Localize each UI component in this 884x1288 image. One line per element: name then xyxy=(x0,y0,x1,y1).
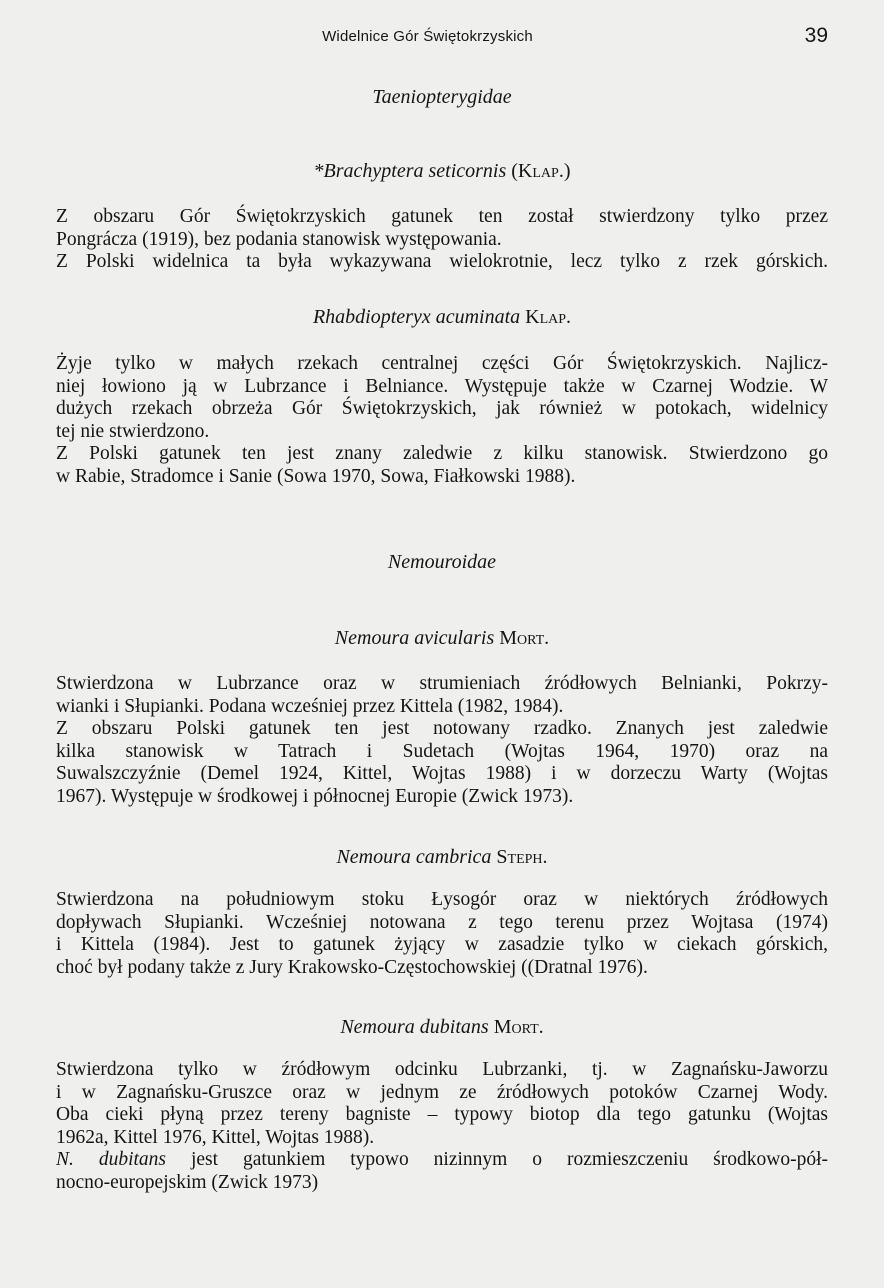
page-number: 39 xyxy=(804,24,828,47)
text-line: dużych rzekach obrzeża Gór Świętokrzyskich, jak również w potokach, widelnicy xyxy=(56,398,828,419)
text-line: Z Polski gatunek ten jest znany zaledwie z kilku stanowisk. Stwierdzono go xyxy=(56,443,828,464)
text-line: dopływach Słupianki. Wcześniej notowana z tego terenu przez Wojtasa (1974) xyxy=(56,911,828,933)
species-author: Mort. xyxy=(499,627,550,649)
text-line: kilka stanowisk w Tatrach i Sudetach (Wojtas 1964, 1970) oraz na xyxy=(56,740,828,762)
species-heading-nemoura-dubitans xyxy=(0,1016,884,1039)
species-heading-brachyptera xyxy=(0,160,884,183)
text-line: Z obszaru Polski gatunek ten jest notowany rzadko. Znanych jest zaledwie xyxy=(56,718,828,739)
family-heading-nemouroidae: Nemouroidae xyxy=(387,551,497,573)
text-line: Z Polski widelnica ta była wykazywana wielokrotnie, lecz tylko z rzek górskich. xyxy=(56,251,828,272)
text-line xyxy=(56,1149,828,1172)
text-line: wianki i Słupianki. Podana wcześniej przez Kittela (1982, 1984). xyxy=(56,695,564,717)
species-author: Mort. xyxy=(493,1016,544,1038)
paragraph-nemoura-dubitans xyxy=(56,1059,828,1194)
species-name: Nemoura cambrica xyxy=(336,846,492,868)
running-title: Widelnice Gór Świętokrzyskich xyxy=(322,28,533,45)
paragraph-nemoura-avicularis xyxy=(56,673,828,808)
text-line: i Kittela (1984). Jest to gatunek żyjący w zasadzie tylko w ciekach górskich, xyxy=(56,934,828,955)
species-heading-nemoura-cambrica xyxy=(0,846,884,869)
text-line: Oba cieki płyną przez tereny bagniste – typowy biotop dla tego gatunku (Wojtas xyxy=(56,1104,828,1125)
text-line: nocno-europejskim (Zwick 1973) xyxy=(56,1171,319,1193)
text-line: 1967). Występuje w środkowej i północnej Europie (Zwick 1973). xyxy=(56,785,574,807)
italic-species-ref: N. dubitans xyxy=(56,1149,166,1170)
species-author: Steph. xyxy=(496,846,548,868)
text-line: Stwierdzona w Lubrzance oraz w strumieniach źródłowych Belnianki, Pokrzy- xyxy=(56,673,828,694)
species-author: Klap. xyxy=(525,306,572,328)
species-heading-nemoura-avicularis xyxy=(0,627,884,650)
text-line: Suwalszczyźnie (Demel 1924, Kittel, Wojtas 1988) i w dorzeczu Warty (Wojtas xyxy=(56,763,828,784)
text-line: w Rabie, Stradomce i Sanie (Sowa 1970, Sowa, Fiałkowski 1988). xyxy=(56,465,576,487)
text-line: tej nie stwierdzono. xyxy=(56,420,210,442)
species-name: Rhabdiopteryx acuminata xyxy=(312,306,521,328)
text-line: choć był podany także z Jury Krakowsko-Częstochowskiej ((Dratnal 1976). xyxy=(56,956,648,978)
paragraph-brachyptera xyxy=(56,206,828,274)
text-line: niej łowiono ją w Lubrzance i Belniance. Występuje także w Czarnej Wodzie. W xyxy=(56,375,828,397)
text-line: Z obszaru Gór Świętokrzyskich gatunek ten został stwierdzony tylko przez xyxy=(56,206,828,227)
text-line: Stwierdzona na południowym stoku Łysogór oraz w niektórych źródłowych xyxy=(56,889,828,910)
text-line: Stwierdzona tylko w źródłowym odcinku Lubrzanki, tj. w Zagnańsku-Jaworzu xyxy=(56,1059,828,1080)
paragraph-rhabdiopteryx xyxy=(56,353,828,488)
text-line: Żyje tylko w małych rzekach centralnej części Gór Świętokrzyskich. Najlicz- xyxy=(56,353,828,374)
paragraph-nemoura-cambrica xyxy=(56,889,828,979)
species-author: (Klap.) xyxy=(511,160,571,182)
text-line: i w Zagnańsku-Gruszce oraz w jednym ze źródłowych potoków Czarnej Wody. xyxy=(56,1081,828,1103)
species-name: Nemoura dubitans xyxy=(340,1016,489,1038)
species-heading-rhabdiopteryx xyxy=(0,306,884,329)
species-name: Brachyptera seticornis xyxy=(323,160,507,182)
species-name: Nemoura avicularis xyxy=(334,627,495,649)
text-fragment: jest gatunkiem typowo nizinnym o rozmieszczeniu środkowo-pół- xyxy=(166,1149,828,1170)
text-line: Pongrácza (1919), bez podania stanowisk występowania. xyxy=(56,228,502,250)
text-line: 1962a, Kittel 1976, Kittel, Wojtas 1988). xyxy=(56,1126,375,1148)
family-heading-taeniopterygidae: Taeniopterygidae xyxy=(372,86,512,108)
asterisk-mark: * xyxy=(313,160,324,182)
